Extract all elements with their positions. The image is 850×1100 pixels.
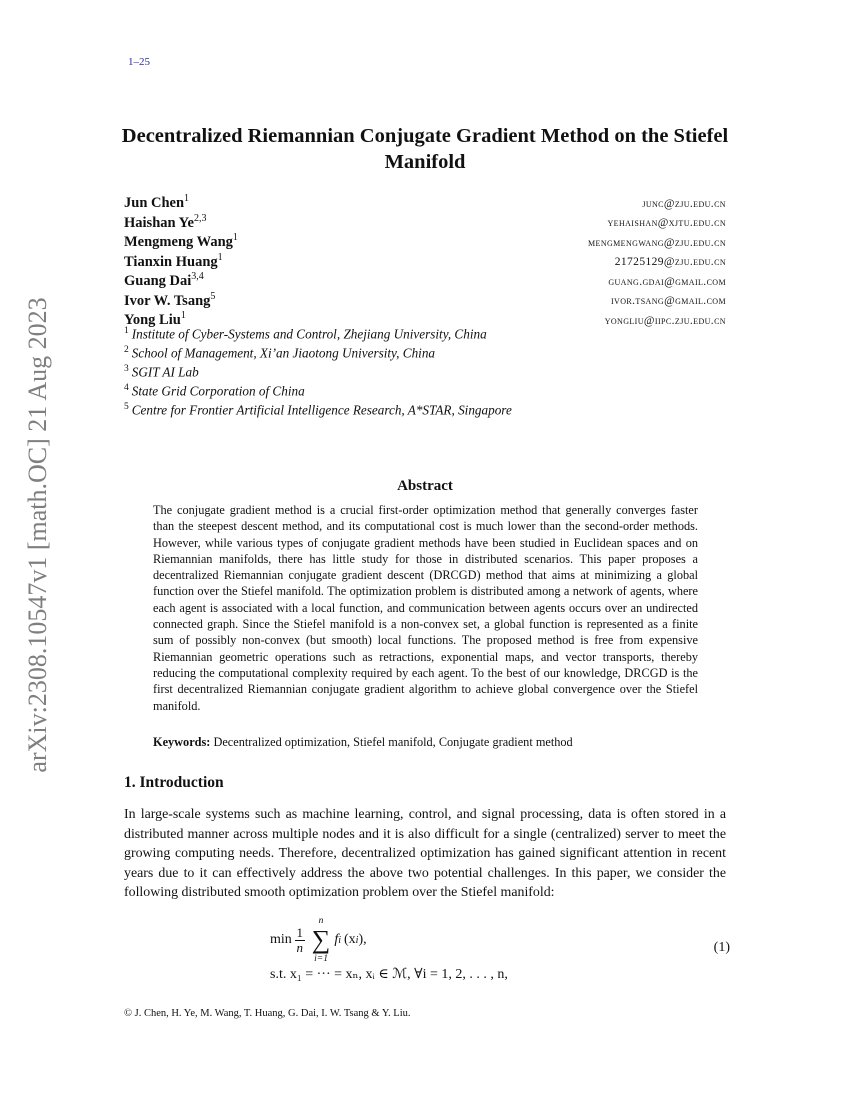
abstract-body: The conjugate gradient method is a crucial first-order optimization method that generally converges faster than the steepest descent method, and its computational cost is much lower than the second-order methods. However, while various types of conjugate gradient methods have been studied in Euclidean spaces and on Riemannian manifolds, there has little study for those in distributed scenarios. This paper proposes a decentralized Riemannian conjugate gradient descent (DRCGD) method that aims at minimizing a global function over the Stiefel manifold. The optimization problem is distributed among a network of agents, where each agent is associated with a local function, and communication between agents occurs over an undirected connected graph. Since the Stiefel manifold is a non-convex set, a global function is represented as a finite sum of possibly non-convex (but smooth) local functions. The proposed method is free from expensive Riemannian geometric operations such as retractions, exponential maps, and vector transports, thereby reducing the computational complexity required by each agent. To the best of our knowledge, DRCGD is the first decentralized Riemannian conjugate gradient algorithm to achieve global convergence over the Stiefel manifold.	[153, 503, 698, 713]
equation-objective: min $\frac{1}{n}$ n ∑ i=1 f i (x i ),	[270, 916, 367, 964]
author-email[interactable]: ivor.tsang@gmail.com	[610, 295, 726, 308]
author-name: Haishan Ye$^{2,3}$	[124, 212, 207, 231]
author-name: Tianxin Huang$^1$	[124, 251, 223, 270]
keywords	[153, 735, 698, 750]
author-row	[124, 213, 726, 233]
section-heading-introduction: 1. Introduction	[124, 774, 224, 791]
affiliation: $^4$ State Grid Corporation of China	[124, 383, 305, 399]
author-name: Ivor W. Tsang$^5$	[124, 290, 216, 309]
author-row	[124, 252, 726, 272]
equation-constraint: s.t. x₁ = ··· = xₙ, xᵢ ∈ ℳ, ∀i = 1, 2, . . . , n,	[270, 967, 508, 982]
abstract-heading: Abstract	[397, 478, 453, 494]
equation-number: (1)	[713, 940, 730, 955]
affiliation: $^5$ Centre for Frontier Artificial Intelligence Research, A*STAR, Singapore	[124, 402, 512, 418]
author-name: Mengmeng Wang$^1$	[124, 232, 238, 250]
eq-fraction: $\frac{1}{n}$	[296, 924, 304, 955]
copyright-line: © J. Chen, H. Ye, M. Wang, T. Huang, G. Dai, I. W. Tsang & Y. Liu.	[124, 1008, 411, 1019]
introduction-paragraph: In large-scale systems such as machine learning, control, and signal processing, data is often stored in a distributed manner across multiple nodes and it is also difficult for a single (centralized) server to meet the growing computing needs. Therefore, decentralized optimization has gained significant attention in recent years due to it can effectively address the above two potential challenges. In this paper, we consider the following distributed smooth optimization problem over the Stiefel manifold:	[124, 807, 726, 901]
author-email[interactable]: junc@zju.edu.cn	[642, 197, 726, 210]
page-range: 1–25	[128, 56, 150, 68]
eq-min: min	[270, 932, 292, 947]
affiliation-list	[124, 326, 726, 421]
author-email[interactable]: yehaishan@xjtu.edu.cn	[607, 217, 726, 230]
author-email[interactable]: guang.gdai@gmail.com	[608, 275, 726, 288]
keywords-text: Decentralized optimization, Stiefel manifold, Conjugate gradient method	[213, 735, 573, 749]
arxiv-side-stamp: arXiv:2308.10547v1 [math.OC] 21 Aug 2023	[23, 297, 52, 773]
author-name: Yong Liu$^1$	[124, 310, 186, 328]
paper-title: Decentralized Riemannian Conjugate Gradient Method on the Stiefel Manifold	[121, 125, 729, 173]
author-email[interactable]: yongliu@iipc.zju.edu.cn	[604, 314, 726, 327]
author-name: Jun Chen$^1$	[124, 193, 190, 211]
equation-1	[270, 918, 730, 988]
keywords-label: Keywords:	[153, 735, 211, 749]
author-list	[124, 193, 726, 330]
author-row	[124, 291, 726, 311]
author-row	[124, 232, 726, 252]
affiliation: $^3$ SGIT AI Lab	[124, 364, 199, 380]
author-name: Guang Dai$^{3,4}$	[124, 271, 204, 289]
author-email[interactable]: mengmengwang@zju.edu.cn	[588, 236, 726, 249]
author-email[interactable]: 21725129@zju.edu.cn	[614, 256, 726, 269]
sum-icon: n ∑ i=1	[311, 916, 331, 964]
affiliation: $^1$ Institute of Cyber-Systems and Control, Zhejiang University, China	[124, 326, 487, 342]
author-row	[124, 271, 726, 291]
affiliation: $^2$ School of Management, Xi’an Jiaotong University, China	[124, 345, 436, 361]
author-row	[124, 193, 726, 213]
